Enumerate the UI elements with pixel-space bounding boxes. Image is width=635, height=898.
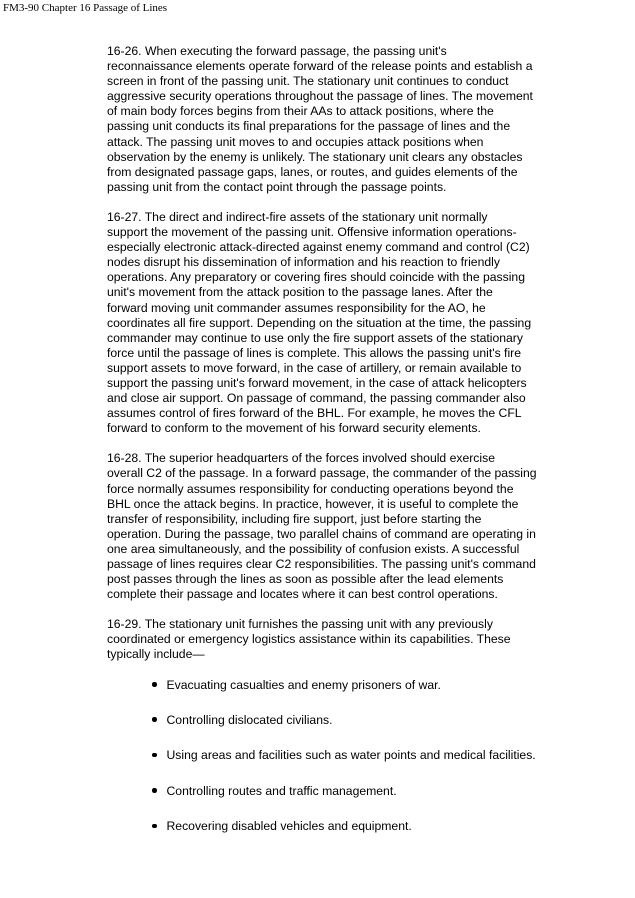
bullet-icon (152, 824, 157, 829)
list-item-text: Controlling routes and traffic management. (166, 783, 397, 798)
document-body (107, 44, 607, 855)
paragraph-number: 16-27. (107, 209, 142, 224)
bullet-icon (152, 682, 157, 687)
paragraph-text: The stationary unit furnishes the passing unit with any previously coordinated or emergency logistics assistance within its capabilities. These typically include— (107, 617, 511, 662)
list-item (107, 819, 607, 834)
paragraph-16-28 (107, 451, 607, 602)
paragraph-text: The direct and indirect-fire assets of the stationary unit normally support the movement of the passing unit. Offensive information operations- especially electronic attack-directed against enemy command and control (C2) nodes disrupt his dissemination of information and his reaction to friendly operations. Any preparatory or covering fires should coincide with the passing unit's movement from the attack position to the passage lanes. After the forward moving unit commander assumes responsibility for the AO, he coordinates all fire support. Depending on the situation at the time, the passing commander may continue to use only the fire support assets of the stationary force until the passage of lines is complete. This allows the passing unit's fire support assets to move forward, in the case of artillery, or remain available to support the passing unit's forward movement, in the case of attack helicopters and close air support. On passage of command, the passing commander also assumes control of fires forward of the BHL. For example, he moves the CFL forward to conform to the movement of his forward security elements. (107, 209, 532, 436)
bullet-icon (152, 788, 157, 793)
list-item-text: Using areas and facilities such as water points and medical facilities. (166, 748, 536, 763)
bullet-icon (152, 717, 157, 722)
bullet-icon (152, 753, 157, 758)
list-item (107, 748, 607, 763)
running-header: FM3-90 Chapter 16 Passage of Lines (3, 2, 168, 14)
paragraph-text: The superior headquarters of the forces involved should exercise overall C2 of the passage. In a forward passage, the commander of the passing force normally assumes responsibility for conducting operations beyond the BHL once the attack begins. In practice, however, it is useful to complete the transfer of responsibility, including fire support, just before starting the operation. During the passage, two parallel chains of command are operating in one area simultaneously, and the possibility of confusion exists. A successful passage of lines requires clear C2 responsibilities. The passing unit's command post passes through the lines as soon as possible after the lead elements complete their passage and locates where it can best control operations. (107, 451, 537, 602)
paragraph-number: 16-26. (107, 44, 142, 58)
list-item (107, 713, 607, 728)
list-item-text: Evacuating casualties and enemy prisoners of war. (166, 677, 441, 692)
paragraph-number: 16-29. (107, 617, 142, 632)
list-item (107, 678, 607, 693)
paragraph-16-27 (107, 210, 607, 436)
list-item-text: Controlling dislocated civilians. (166, 712, 333, 727)
paragraph-text: When executing the forward passage, the passing unit's reconnaissance elements operate forward of the release points and establish a screen in front of the passing unit. The stationary unit continues to conduct aggressive security operations throughout the passage of lines. The movement of main body forces begins from their AAs to attack positions, where the passing unit conducts its final preparations for the passage of lines and the attack. The passing unit moves to and occupies attack positions when observation by the enemy is unlikely. The stationary unit clears any obstacles from designated passage gaps, lanes, or routes, and guides elements of the passing unit from the contact point through the passage points. (107, 44, 533, 194)
paragraph-16-29 (107, 617, 607, 662)
paragraph-16-26 (107, 44, 607, 195)
logistics-list (107, 678, 607, 835)
paragraph-number: 16-28. (107, 451, 142, 466)
list-item-text: Recovering disabled vehicles and equipment. (166, 819, 412, 834)
list-item (107, 784, 607, 799)
